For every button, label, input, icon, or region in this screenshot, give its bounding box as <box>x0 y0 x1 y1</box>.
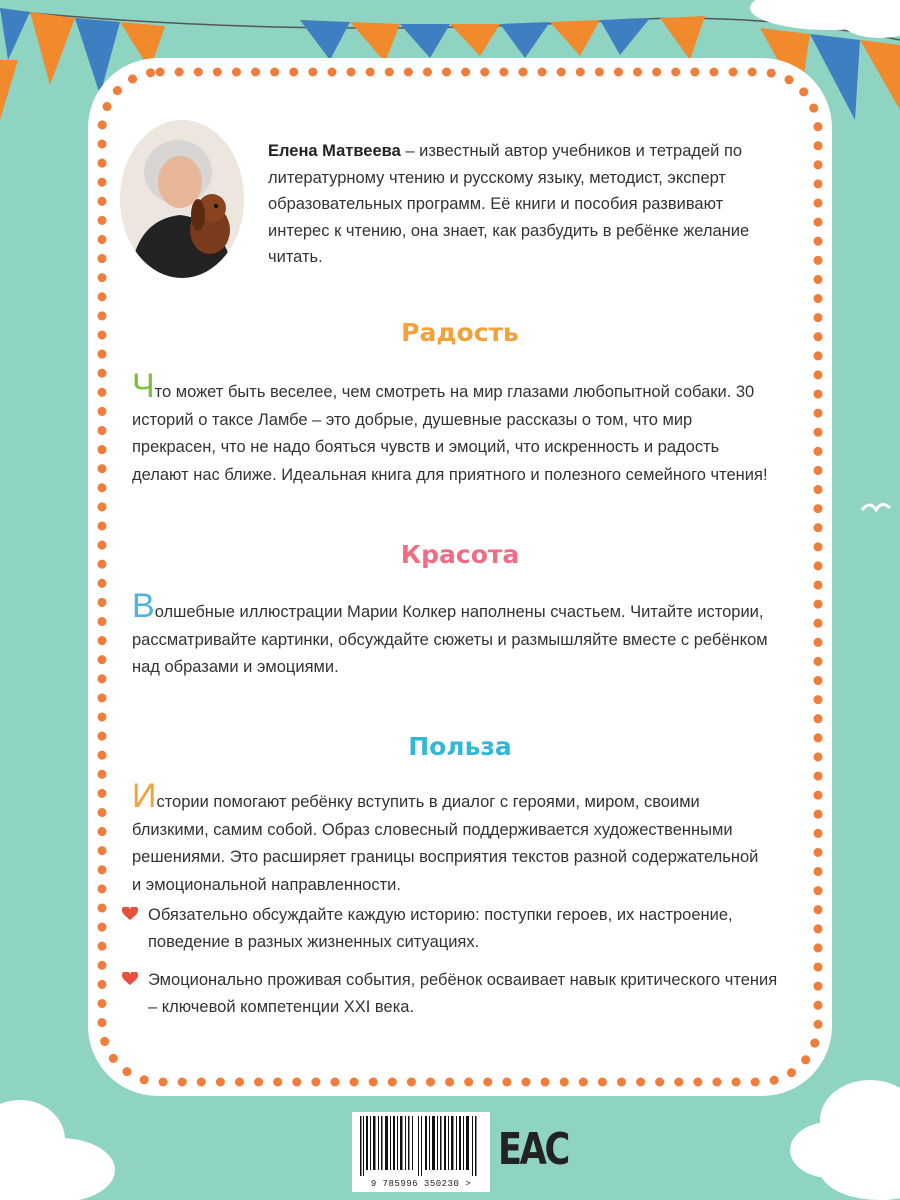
section-title-benefit: Польза <box>408 732 512 761</box>
eac-certification-logo: EAC <box>498 1124 568 1175</box>
bullet-text: Эмоционально проживая события, ребёнок осваивает навык критического чтения – ключевой компетенции XXI века. <box>148 971 778 1016</box>
barcode-bars <box>352 1116 490 1180</box>
section-text-beauty <box>132 587 772 682</box>
author-description: – известный автор учебников и тетрадей по литературному чтению и русскому языку, методист, эксперт образовательных программ. Её книги и пособия развивают интерес к чтению, она знает, как разбудить в ребёнке желание читать. <box>268 142 750 266</box>
joy-text: то может быть веселее, чем смотреть на мир глазами любопытной собаки. 30 историй о таксе Ламбе – это добрые, душевные рассказы о том, что мир прекрасен, что не надо бояться чувств и эмоций, что искренность и радость делают нас ближе. Идеальная книга для приятного и полезного семейного чтения! <box>132 383 768 484</box>
author-photo <box>120 120 244 278</box>
beauty-text: олшебные иллюстрации Марии Колкер наполнены счастьем. Читайте истории, рассматривайте картинки, обсуждайте сюжеты и размышляйте вместе с ребёнком над образами и эмоциями. <box>132 603 768 676</box>
drop-cap-joy: Ч <box>132 367 155 405</box>
drop-cap-benefit: И <box>132 777 157 815</box>
barcode-number: 9 785996 350230 > <box>370 1179 472 1189</box>
author-name: Елена Матвеева <box>268 142 401 160</box>
section-title-joy: Радость <box>401 318 519 347</box>
heart-icon <box>122 907 138 921</box>
bullet-text: Обязательно обсуждайте каждую историю: поступки героев, их настроение, поведение в разных жизненных ситуациях. <box>148 906 733 951</box>
section-text-benefit <box>132 777 772 899</box>
heart-icon <box>122 972 138 986</box>
benefit-text: стории помогают ребёнку вступить в диалог с героями, миром, своими близкими, самим собой. Образ словесный поддерживается художественными решениями. Это расширяет границы восприятия текстов разной содержательной и эмоциональной направленности. <box>132 793 759 894</box>
drop-cap-beauty: В <box>132 587 155 625</box>
barcode <box>352 1112 490 1192</box>
list-item <box>122 902 782 955</box>
author-intro <box>268 138 778 271</box>
section-title-beauty: Красота <box>400 540 520 569</box>
benefit-bullet-list <box>122 902 782 1032</box>
section-text-joy <box>132 367 772 489</box>
list-item <box>122 967 782 1020</box>
